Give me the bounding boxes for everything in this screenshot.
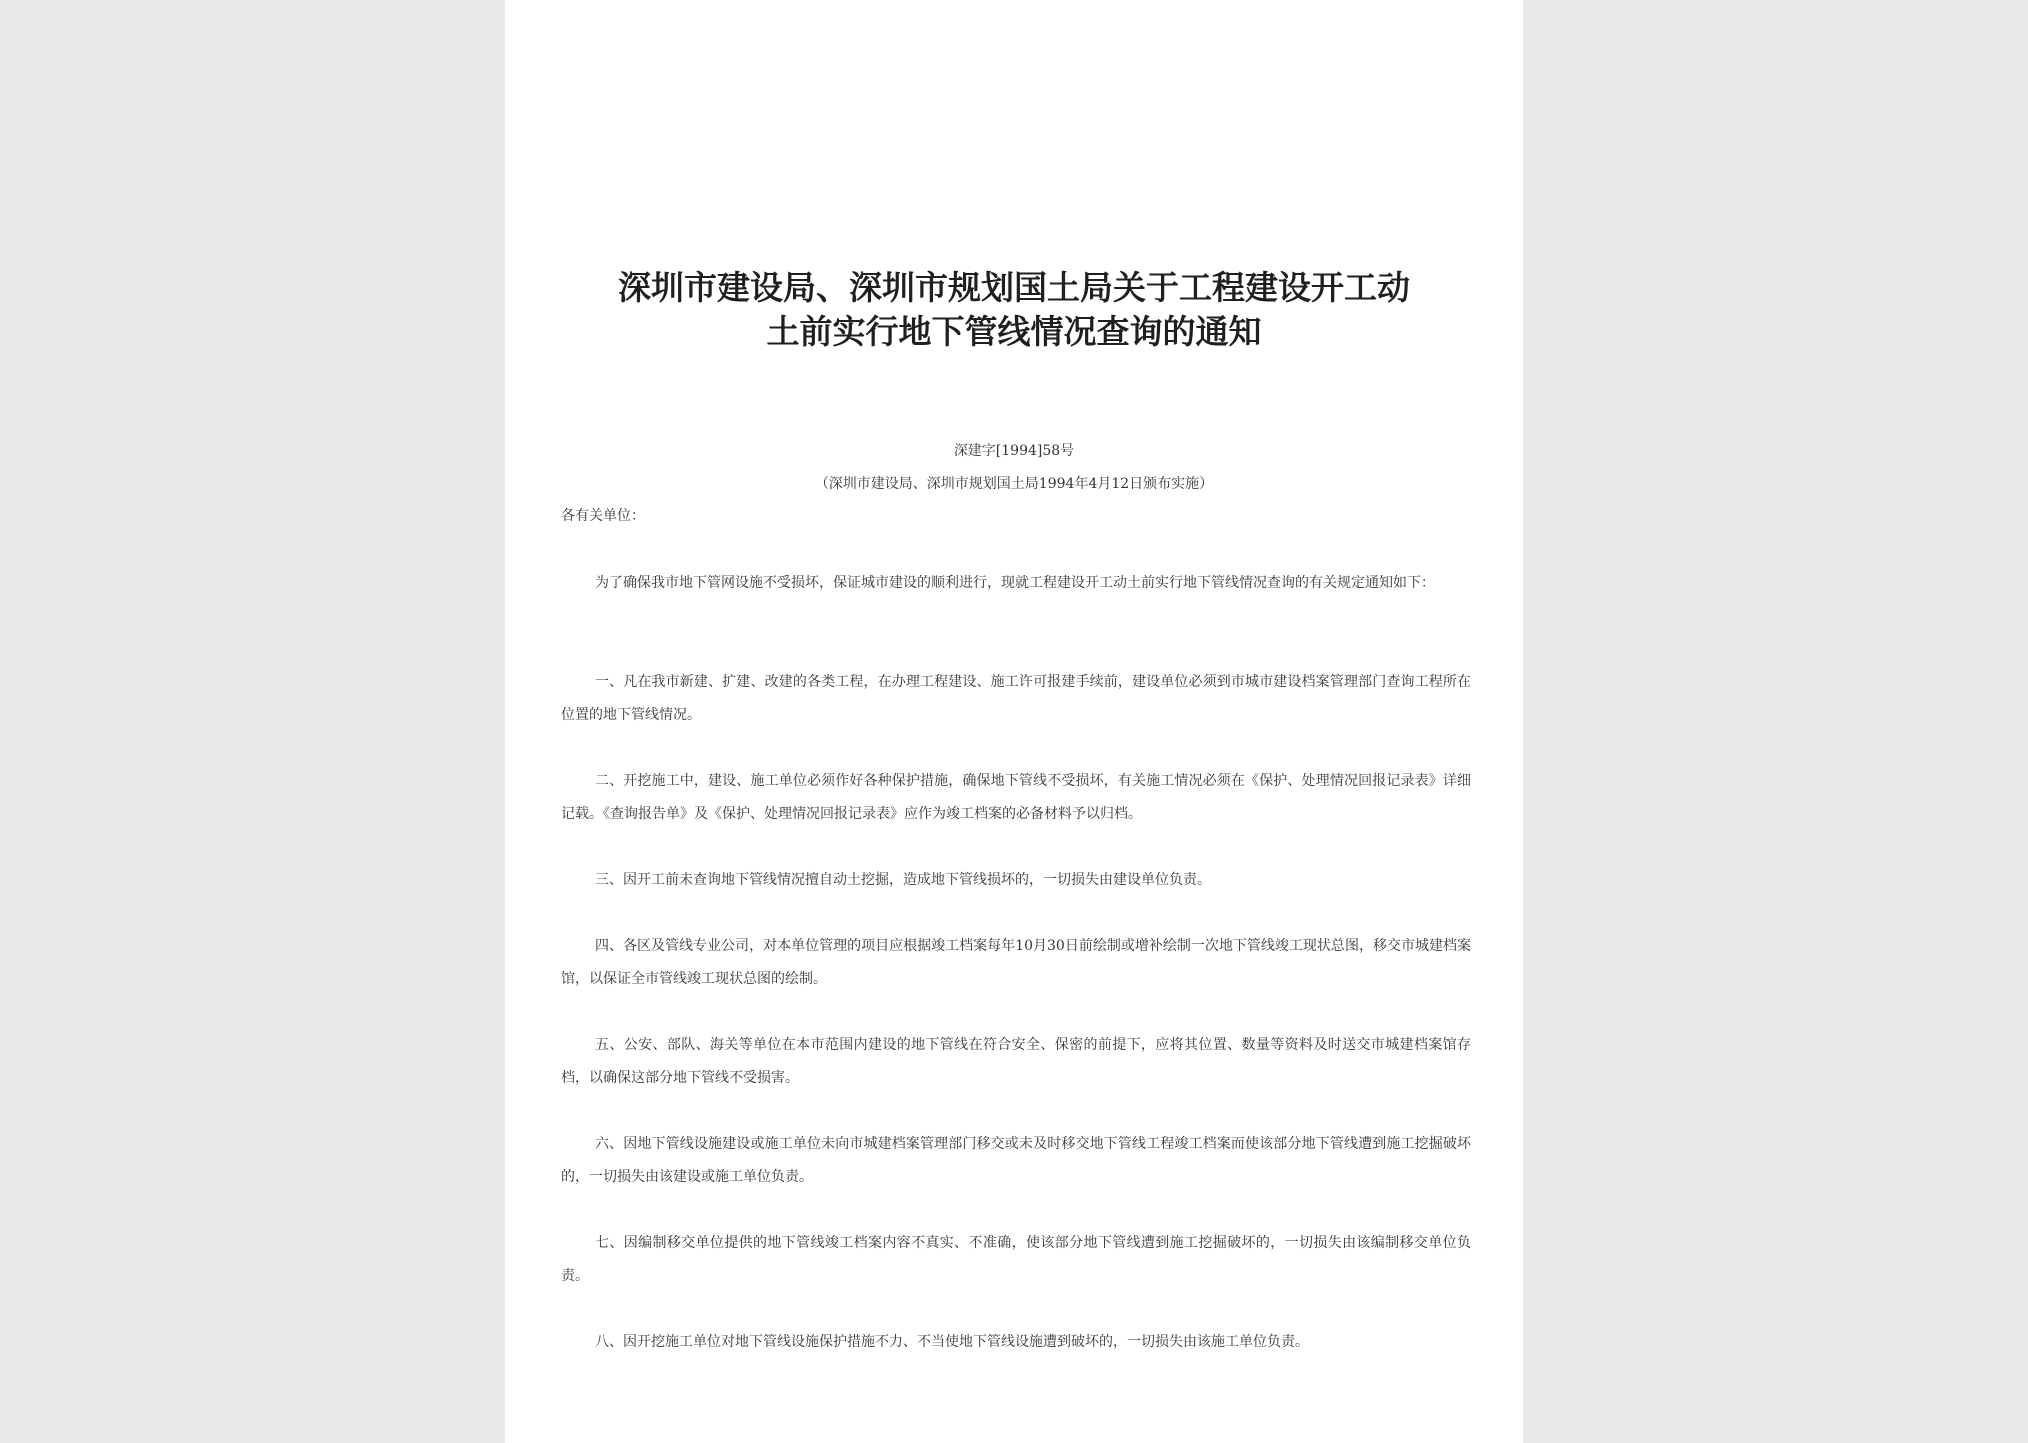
clause-paragraph-8: 八、因开挖施工单位对地下管线设施保护措施不力、不当使地下管线设施遭到破坏的，一切损失由该施工单位负责。: [595, 1334, 1309, 1350]
clause-paragraph-2: 二、开挖施工中，建设、施工单位必须作好各种保护措施，确保地下管线不受损坏，有关施工情况必须在《保护、处理情况回报记录表》详细记载。《查询报告单》及《保护、处理情况回报记录表》应作为竣工档案的必备材料予以归档。: [561, 773, 1471, 822]
document-page: [505, 0, 1523, 1443]
issuance-note: （深圳市建设局、深圳市规划国土局1994年4月12日颁布实施）: [814, 476, 1214, 492]
clause-paragraph-7: 七、因编制移交单位提供的地下管线竣工档案内容不真实、不准确，使该部分地下管线遭到施工挖掘破坏的，一切损失由该编制移交单位负责。: [561, 1235, 1471, 1284]
clause-paragraph-1: 一、凡在我市新建、扩建、改建的各类工程，在办理工程建设、施工许可报建手续前，建设单位必须到市城市建设档案管理部门查询工程所在位置的地下管线情况。: [561, 674, 1471, 723]
document-number: 深建字[1994]58号: [953, 443, 1075, 459]
document-title-line-2: 土前实行地下管线情况查询的通知: [766, 312, 1262, 351]
intro-paragraph: 为了确保我市地下管网设施不受损坏，保证城市建设的顺利进行，现就工程建设开工动土前实行地下管线情况查询的有关规定通知如下：: [595, 575, 1435, 591]
clause-paragraph-3: 三、因开工前未查询地下管线情况擅自动土挖掘，造成地下管线损坏的，一切损失由建设单位负责。: [595, 872, 1211, 888]
clause-paragraph-6: 六、因地下管线设施建设或施工单位未向市城建档案管理部门移交或未及时移交地下管线工程竣工档案而使该部分地下管线遭到施工挖掘破坏的，一切损失由该建设或施工单位负责。: [561, 1136, 1471, 1185]
document-title-line-1: 深圳市建设局、深圳市规划国土局关于工程建设开工动: [618, 268, 1410, 307]
clause-paragraph-4: 四、各区及管线专业公司，对本单位管理的项目应根据竣工档案每年10月30日前绘制或增补绘制一次地下管线竣工现状总图，移交市城建档案馆，以保证全市管线竣工现状总图的绘制。: [561, 938, 1471, 987]
salutation: 各有关单位：: [561, 508, 645, 524]
clause-paragraph-5: 五、公安、部队、海关等单位在本市范围内建设的地下管线在符合安全、保密的前提下，应将其位置、数量等资料及时送交市城建档案馆存档，以确保这部分地下管线不受损害。: [561, 1037, 1471, 1086]
